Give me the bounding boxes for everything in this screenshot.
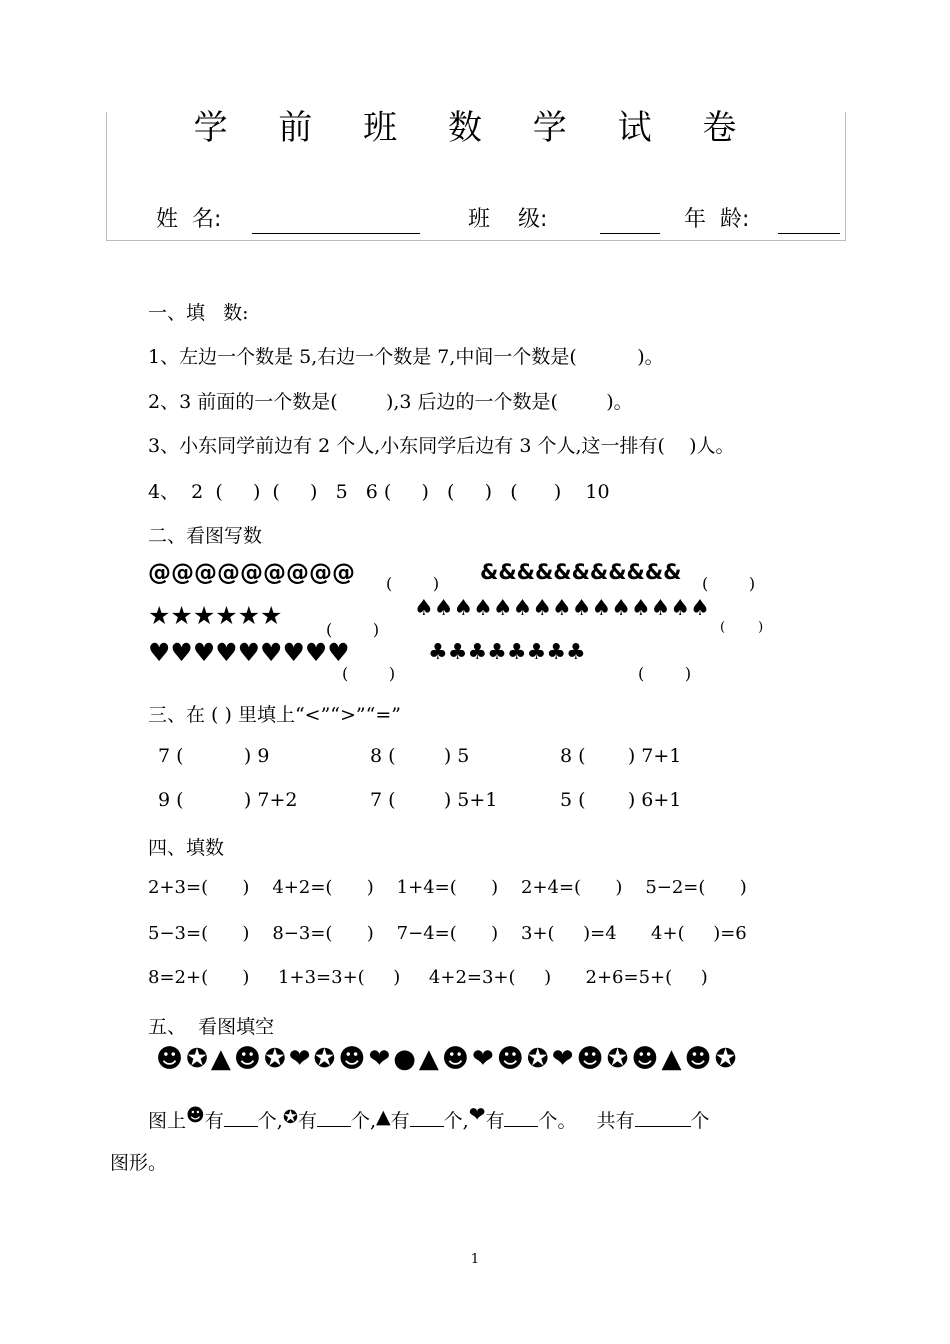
unit-label-5: 个 (690, 1110, 710, 1132)
heart-icon: ❤ (468, 1102, 486, 1126)
class-label: 班 级: (468, 207, 548, 232)
section1-q1: 1、左边一个数是 5,右边一个数是 7,中间一个数是( )。 (148, 346, 664, 368)
arith-row-3: 8=2+( ) 1+3=3+( ) 4+2=3+( ) 2+6=5+( ) (148, 967, 708, 988)
compare-r2c2: 7 ( ) 5+1 (370, 789, 498, 811)
unit-label-2: 个, (350, 1110, 376, 1132)
compare-r2c1: 9 ( ) 7+2 (158, 789, 298, 811)
page-number: 1 (470, 1252, 480, 1267)
section4-heading: 四、填数 (148, 837, 225, 859)
section5-heading: 五、 看图填空 (148, 1016, 275, 1038)
star-count-blank[interactable] (317, 1108, 351, 1127)
count-prompt (148, 1102, 710, 1133)
arith-row-1: 2+3=( ) 4+2=( ) 1+4=( ) 2+4=( ) 5−2=( ) (148, 877, 747, 898)
unit-label-4: 个。 (538, 1110, 577, 1132)
section1-heading: 一、填 数: (148, 302, 249, 324)
triangle-count-blank[interactable] (410, 1108, 444, 1127)
page-title: 学 前 班 数 学 试 卷 (193, 108, 757, 148)
section2-heading: 二、看图写数 (148, 525, 263, 547)
total-label: 共有 (596, 1110, 635, 1132)
unit-label-1: 个, (257, 1110, 283, 1132)
name-label: 姓 名: (156, 207, 222, 232)
compare-r1c1: 7 ( ) 9 (158, 745, 270, 767)
name-field[interactable] (252, 233, 420, 234)
compare-r2c3: 5 ( ) 6+1 (560, 789, 682, 811)
star-answer-paren: ( ) (326, 620, 380, 639)
compare-r1c2: 8 ( ) 5 (370, 745, 470, 767)
compare-r1c3: 8 ( ) 7+1 (560, 745, 682, 767)
ampersand-answer-paren: ( ) (702, 574, 756, 593)
ampersand-row: &&&&&&&&&&& (480, 560, 682, 584)
class-field[interactable] (600, 233, 660, 234)
heart-row: ♥♥♥♥♥♥♥♥♥ (148, 638, 350, 667)
has-label-3: 有 (390, 1110, 410, 1132)
prompt-start: 图上 (148, 1110, 187, 1132)
smiley-icon: ☻ (186, 1105, 205, 1126)
arith-row-2: 5−3=( ) 8−3=( ) 7−4=( ) 3+( )=4 4+( )=6 (148, 923, 747, 944)
heart-count-blank[interactable] (504, 1108, 538, 1127)
section1-q3: 3、小东同学前边有 2 个人,小东同学后边有 3 个人,这一排有( )人。 (148, 435, 735, 457)
spade-answer-paren: ( ) (720, 620, 764, 635)
heart-answer-paren: ( ) (342, 664, 396, 683)
star-row: ★★★★★★ (148, 601, 283, 630)
has-label-1: 有 (204, 1110, 224, 1132)
section1-q4: 4、 2 ( ) ( ) 5 6 ( ) ( ) ( ) 10 (148, 481, 610, 503)
total-count-blank[interactable] (635, 1108, 691, 1127)
star-circle-icon: ✪ (282, 1107, 298, 1128)
smiley-count-blank[interactable] (224, 1108, 258, 1127)
triangle-icon: ▲ (376, 1106, 391, 1128)
has-label-4: 有 (485, 1110, 505, 1132)
age-label: 年 龄: (684, 207, 750, 232)
section3-heading: 三、在 ( ) 里填上“<”“>”“=” (148, 704, 401, 726)
shape-sequence: ☻✪▲☻✪❤✪☻❤●▲☻❤☻✪❤☻✪☻▲☻✪ (156, 1044, 740, 1074)
at-answer-paren: ( ) (386, 574, 440, 593)
has-label-2: 有 (297, 1110, 317, 1132)
spade-row: ♠♠♠♠♠♠♠♠♠♠♠♠♠♠♠ (414, 596, 710, 621)
count-prompt-end: 图形。 (110, 1152, 168, 1174)
section1-q2: 2、3 前面的一个数是( ),3 后边的一个数是( )。 (148, 391, 633, 413)
age-field[interactable] (778, 233, 840, 234)
at-symbol-row: @@@@@@@@@ (148, 560, 355, 586)
club-answer-paren: ( ) (638, 664, 692, 683)
unit-label-3: 个, (443, 1110, 469, 1132)
club-row: ♣♣♣♣♣♣♣♣ (428, 640, 586, 665)
